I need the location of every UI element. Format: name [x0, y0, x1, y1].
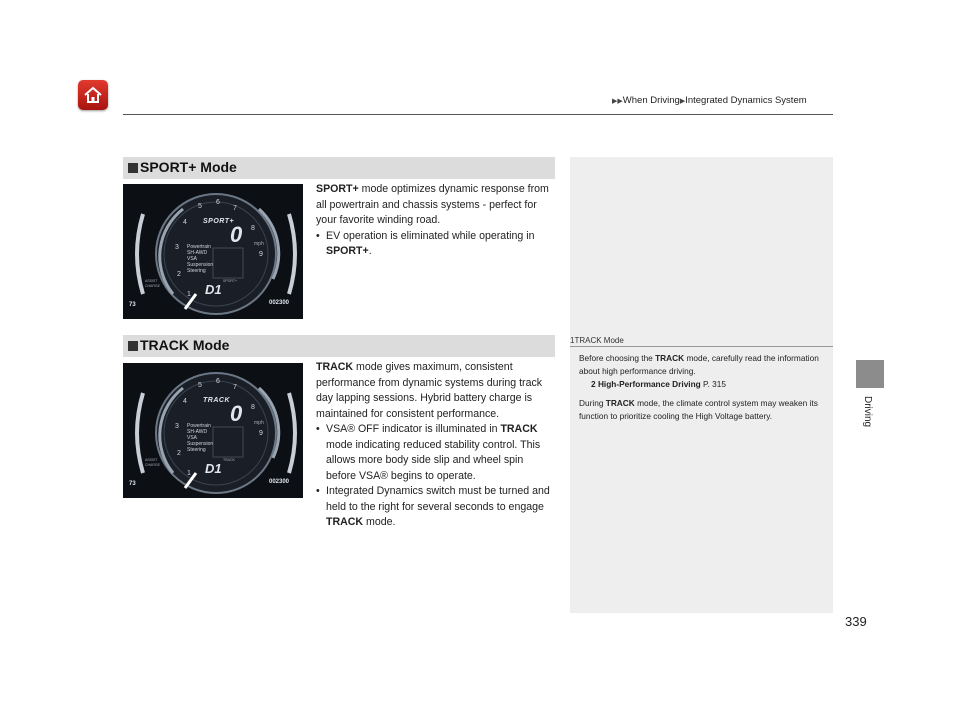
bullet-text: Integrated Dynamics switch must be turned and held to the right for several seconds to engage	[326, 485, 550, 513]
svg-text:8: 8	[251, 404, 255, 411]
note-rule	[570, 346, 833, 347]
note-text: mode, carefully read the information about high performance driving.	[579, 353, 819, 376]
note-number: 1	[570, 336, 575, 345]
page-number: 339	[845, 614, 867, 629]
track-description	[316, 360, 554, 531]
cross-reference-link[interactable]	[579, 378, 827, 391]
home-button[interactable]	[78, 80, 108, 110]
cluster-system-item: Powertrain	[187, 244, 211, 250]
bullet-text: EV operation is eliminated while operating in	[326, 229, 535, 242]
cluster-speed-unit: mph	[254, 241, 264, 247]
cluster-assist-label: ASSIST CHARGE	[145, 279, 160, 288]
svg-text:8: 8	[251, 225, 255, 232]
svg-text:9: 9	[259, 251, 263, 258]
note-title: TRACK Mode	[574, 336, 624, 345]
paragraph	[316, 360, 554, 422]
note-heading	[570, 336, 624, 345]
paragraph-text: mode optimizes dynamic response from all powertrain and chassis systems - perfect for your favorite winding road.	[316, 183, 549, 226]
note-text: During	[579, 398, 606, 408]
bold-term: SPORT+	[316, 183, 359, 195]
cluster-system-item: VSA	[187, 435, 198, 441]
bullet-item	[316, 484, 554, 531]
bullet-item	[316, 229, 554, 260]
reference-title[interactable]: High-Performance Driving	[597, 379, 701, 389]
square-bullet-icon	[128, 163, 138, 173]
cluster-system-item: Powertrain	[187, 423, 211, 429]
section-title: TRACK Mode	[140, 337, 230, 353]
note-paragraph	[579, 397, 827, 423]
breadcrumb-arrow-icon: ▶	[679, 98, 686, 105]
cluster-sub-mode: TRACK	[223, 458, 235, 462]
cluster-speed: 0	[230, 222, 243, 247]
bold-term: SPORT+	[326, 245, 369, 257]
reference-arrow-icon: 2	[591, 379, 596, 389]
chapter-label: Driving	[862, 396, 873, 428]
cluster-odometer: 002300	[269, 479, 290, 485]
cluster-system-list	[187, 244, 213, 274]
cluster-gear: D1	[205, 461, 222, 476]
svg-text:6: 6	[216, 199, 220, 206]
header-rule	[123, 114, 833, 115]
cluster-system-list	[187, 423, 213, 453]
cluster-system-item: Steering	[187, 268, 206, 274]
breadcrumb-arrow-icon: ▶▶	[612, 98, 623, 105]
breadcrumb-item[interactable]: When Driving	[622, 95, 680, 106]
svg-text:1: 1	[187, 470, 191, 477]
reference-page: P. 315	[700, 379, 726, 389]
home-icon	[83, 85, 103, 105]
instrument-cluster-image	[123, 363, 303, 498]
svg-text:6: 6	[216, 378, 220, 385]
svg-text:3: 3	[175, 423, 179, 430]
bullet-text: mode indicating reduced stability control. This allows more body side slip and wheel spin before VSA® begins to operate.	[326, 438, 541, 482]
bold-term: TRACK	[316, 361, 354, 373]
bold-term: TRACK	[326, 516, 364, 528]
svg-text:4: 4	[183, 219, 187, 226]
cluster-odometer: 002300	[269, 300, 290, 306]
svg-text:5: 5	[198, 203, 202, 210]
svg-text:4: 4	[183, 398, 187, 405]
paragraph-text: mode gives maximum, consistent performance from dynamic systems during track day lapping sessions. Hybrid battery charge is maintained for consistent performance.	[316, 361, 543, 420]
cluster-system-item: Suspension	[187, 441, 214, 447]
cluster-speed: 0	[230, 401, 243, 426]
svg-text:7: 7	[233, 205, 237, 212]
svg-text:2: 2	[177, 271, 181, 278]
cluster-system-item: VSA	[187, 256, 198, 262]
square-bullet-icon	[128, 341, 138, 351]
sport-plus-description	[316, 182, 554, 260]
note-paragraph	[579, 352, 827, 378]
cluster-speed-unit: mph	[254, 420, 264, 426]
svg-text:5: 5	[198, 382, 202, 389]
paragraph	[316, 182, 554, 229]
note-text: mode, the climate control system may weaken its function to prioritize cooling the High Voltage battery.	[579, 398, 818, 421]
cluster-sub-mode: SPORT+	[223, 279, 238, 283]
svg-text:3: 3	[175, 244, 179, 251]
svg-text:7: 7	[233, 384, 237, 391]
instrument-cluster-image	[123, 184, 303, 319]
bullet-list	[316, 422, 554, 531]
bullet-item	[316, 422, 554, 484]
bold-term: TRACK	[500, 423, 538, 435]
bullet-text: VSA® OFF indicator is illuminated in	[326, 423, 501, 435]
cluster-mode-label: SPORT+	[203, 218, 235, 225]
note-body	[579, 352, 827, 423]
bold-term: TRACK	[655, 353, 685, 363]
section-title: SPORT+ Mode	[140, 159, 237, 175]
breadcrumb-item[interactable]: Integrated Dynamics System	[685, 95, 807, 106]
cluster-system-item: Suspension	[187, 262, 214, 268]
cluster-system-item: Steering	[187, 447, 206, 453]
cluster-system-item: SH-AWD	[187, 250, 208, 256]
bold-term: TRACK	[605, 398, 635, 408]
cluster-mode-label: TRACK	[203, 397, 230, 404]
cluster-assist-label: ASSIST CHARGE	[145, 458, 160, 467]
cluster-gear: D1	[205, 282, 222, 297]
svg-text:1: 1	[187, 291, 191, 298]
bullet-text: .	[368, 245, 372, 257]
bullet-list	[316, 229, 554, 260]
breadcrumb	[612, 95, 807, 106]
section-heading-track	[123, 335, 555, 357]
svg-text:2: 2	[177, 450, 181, 457]
chapter-tab[interactable]	[856, 360, 884, 388]
cluster-temperature: 73	[129, 302, 136, 308]
svg-text:9: 9	[259, 430, 263, 437]
bullet-text: mode.	[363, 516, 396, 528]
cluster-system-item: SH-AWD	[187, 429, 208, 435]
section-heading-sport-plus	[123, 157, 555, 179]
note-text: Before choosing the	[579, 353, 656, 363]
cluster-temperature: 73	[129, 481, 136, 487]
